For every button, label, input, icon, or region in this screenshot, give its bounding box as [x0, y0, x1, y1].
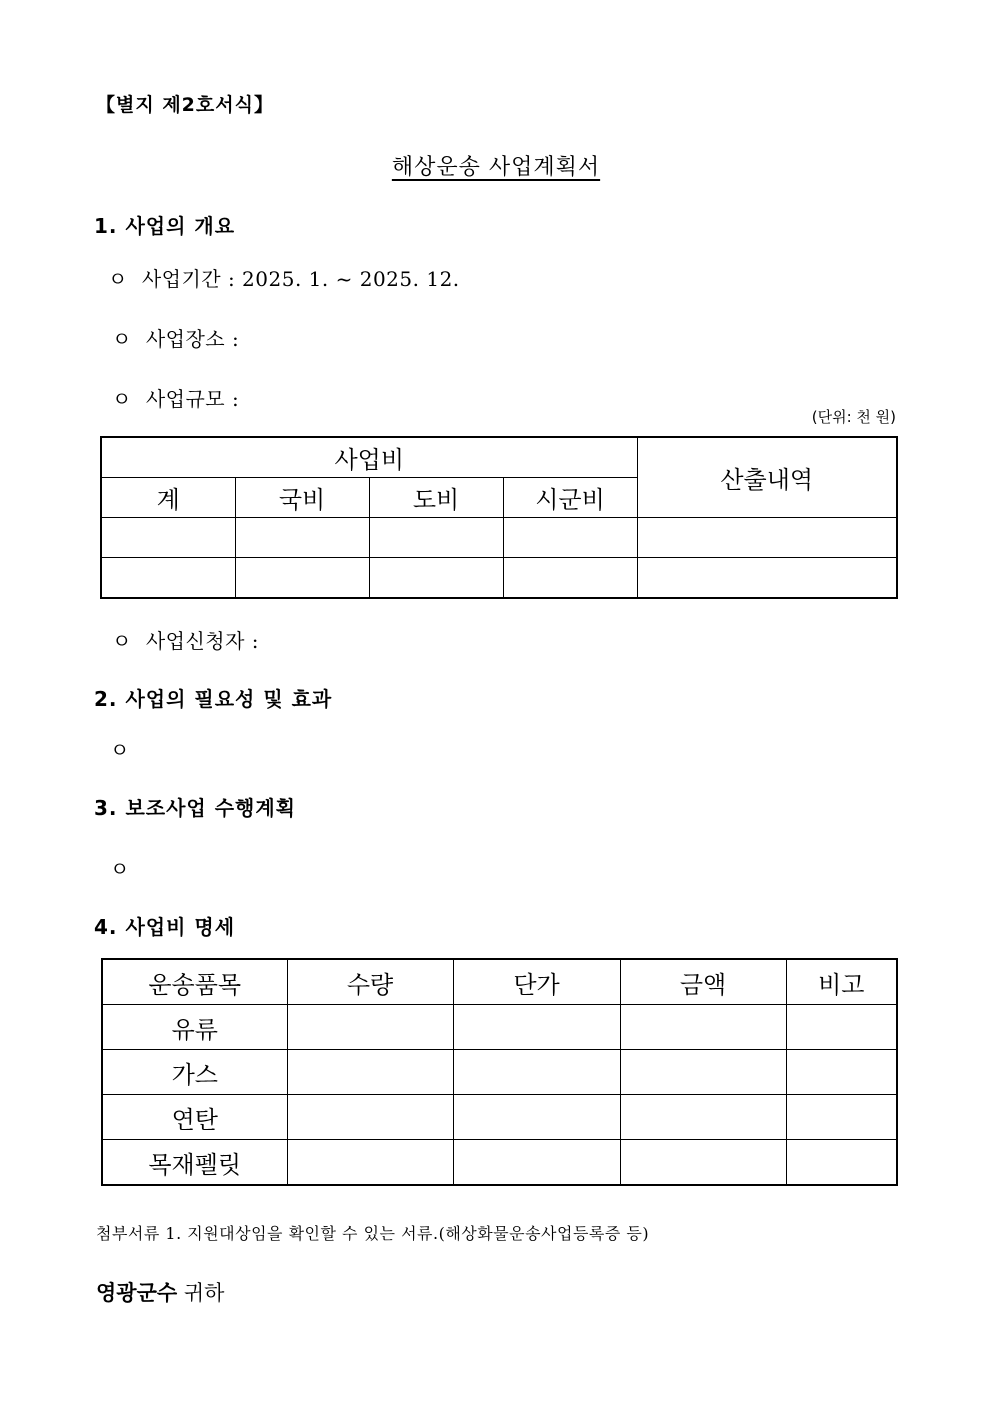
table-row [102, 1005, 897, 1050]
section2-heading: 2. 사업의 필요성 및 효과 [94, 687, 333, 711]
section3-heading: 3. 보조사업 수행계획 [94, 796, 296, 820]
section4-heading: 4. 사업비 명세 [94, 915, 236, 939]
table-cell [369, 558, 503, 599]
scale-text: 사업규모 : [145, 387, 240, 411]
item-name: 가스 [102, 1050, 287, 1095]
table-row [102, 1140, 897, 1186]
item-header: 운송품목 [102, 959, 287, 1005]
place-text: 사업장소 : [145, 327, 240, 351]
item-name: 연탄 [102, 1095, 287, 1140]
section1-heading: 1. 사업의 개요 [94, 214, 236, 238]
amount-header: 금액 [620, 959, 786, 1005]
item-name: 목재펠릿 [102, 1140, 287, 1186]
table-cell [235, 518, 369, 558]
period-line [108, 263, 460, 292]
bullet-icon: ㅇ [108, 267, 128, 291]
budget-table [100, 436, 898, 599]
table-cell [369, 518, 503, 558]
table-cell [101, 518, 235, 558]
table-cell [620, 1005, 786, 1050]
bullet-icon: ㅇ [112, 327, 132, 351]
section2-bullet: ㅇ [110, 738, 130, 762]
table-cell [620, 1050, 786, 1095]
unit-label: (단위: 천 원) [811, 408, 896, 426]
table-cell [620, 1140, 786, 1186]
table-cell [453, 1050, 620, 1095]
cost-table [101, 958, 898, 1186]
addressee-suffix: 귀하 [183, 1281, 225, 1305]
bullet-icon: ㅇ [112, 387, 132, 411]
table-cell [786, 1005, 897, 1050]
table-cell [637, 518, 897, 558]
applicant-text: 사업신청자 : [145, 629, 260, 653]
table-row [101, 518, 897, 558]
county-header: 시군비 [503, 478, 637, 518]
remarks-header: 비고 [786, 959, 897, 1005]
table-cell [101, 558, 235, 599]
calc-header: 산출내역 [637, 437, 897, 518]
item-name: 유류 [102, 1005, 287, 1050]
table-cell [503, 558, 637, 599]
table-cell [287, 1050, 453, 1095]
table-cell [786, 1095, 897, 1140]
table-row [101, 558, 897, 599]
table-cell [620, 1095, 786, 1140]
scale-line [112, 383, 239, 412]
budget-group-header: 사업비 [101, 437, 637, 478]
total-header: 계 [101, 478, 235, 518]
applicant-line [112, 625, 259, 654]
section3-bullet: ㅇ [110, 857, 130, 881]
table-row [102, 1095, 897, 1140]
table-row [102, 1050, 897, 1095]
table-cell [287, 1005, 453, 1050]
table-cell [235, 558, 369, 599]
table-cell [287, 1140, 453, 1186]
national-header: 국비 [235, 478, 369, 518]
attachments-note: 첨부서류 1. 지원대상임을 확인할 수 있는 서류.(해상화물운송사업등록증 등) [96, 1224, 650, 1243]
table-cell [637, 558, 897, 599]
place-line [112, 323, 239, 352]
table-cell [453, 1140, 620, 1186]
document-title: 해상운송 사업계획서 [391, 155, 601, 180]
table-cell [287, 1095, 453, 1140]
table-cell [786, 1050, 897, 1095]
addressee [96, 1277, 224, 1307]
table-cell [786, 1140, 897, 1186]
table-cell [453, 1095, 620, 1140]
bullet-icon: ㅇ [112, 629, 132, 653]
unit-price-header: 단가 [453, 959, 620, 1005]
period-text: 사업기간 : 2025. 1. ~ 2025. 12. [141, 267, 460, 291]
addressee-name: 영광군수 [96, 1281, 178, 1305]
quantity-header: 수량 [287, 959, 453, 1005]
table-cell [503, 518, 637, 558]
table-cell [453, 1005, 620, 1050]
province-header: 도비 [369, 478, 503, 518]
form-label: 【별지 제2호서식】 [96, 94, 274, 116]
